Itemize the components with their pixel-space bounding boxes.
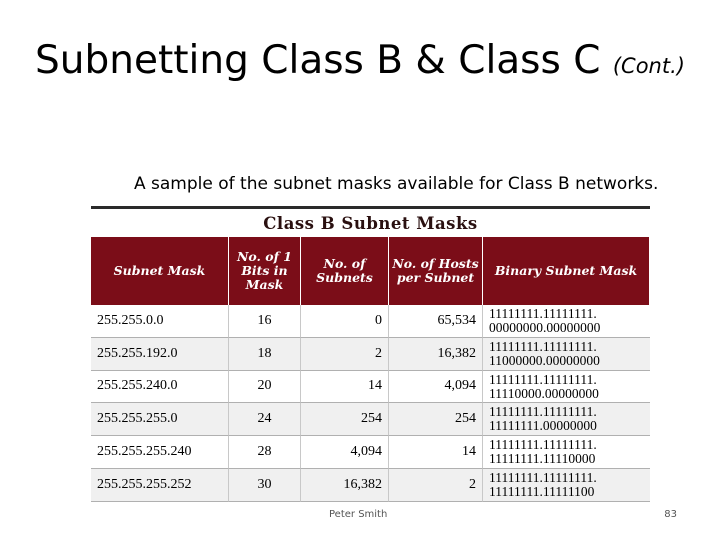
binary-line-2: 11111111.11111100: [489, 483, 595, 499]
cell-bits: 18: [229, 338, 301, 371]
cell-binary: [483, 469, 650, 502]
header-subnets: No. of Subnets: [301, 237, 389, 305]
cell-mask: 255.255.255.0: [91, 403, 229, 436]
subnet-mask-table: [91, 206, 650, 502]
cell-mask: 255.255.240.0: [91, 371, 229, 404]
binary-line-2: 11111111.00000000: [489, 418, 597, 434]
cell-hosts: 16,382: [389, 338, 483, 371]
table-title: Class B Subnet Masks: [91, 209, 650, 237]
header-subnet-mask: Subnet Mask: [91, 237, 229, 305]
cell-binary: [483, 436, 650, 469]
slide-title-suffix: (Cont.): [612, 54, 685, 78]
cell-mask: 255.255.0.0: [91, 305, 229, 338]
cell-hosts: 4,094: [389, 371, 483, 404]
cell-subnets: 0: [301, 305, 389, 338]
cell-subnets: 16,382: [301, 469, 389, 502]
page-number: 83: [664, 509, 677, 520]
cell-binary: [483, 403, 650, 436]
header-one-bits: No. of 1 Bits in Mask: [229, 237, 301, 305]
binary-line-1: 11111111.11111111.: [489, 371, 597, 387]
cell-binary: [483, 305, 650, 338]
binary-line-2: 11110000.00000000: [489, 385, 599, 401]
cell-hosts: 14: [389, 436, 483, 469]
footer-author: Peter Smith: [329, 509, 388, 520]
slide-caption: A sample of the subnet masks available for Class B networks.: [134, 174, 659, 194]
cell-bits: 20: [229, 371, 301, 404]
header-binary-mask: Binary Subnet Mask: [483, 237, 650, 305]
cell-mask: 255.255.255.252: [91, 469, 229, 502]
table-grid: [91, 237, 650, 502]
cell-binary: [483, 371, 650, 404]
binary-line-2: 11111111.11110000: [489, 451, 596, 467]
cell-hosts: 65,534: [389, 305, 483, 338]
cell-bits: 30: [229, 469, 301, 502]
cell-binary: [483, 338, 650, 371]
cell-bits: 28: [229, 436, 301, 469]
binary-line-1: 11111111.11111111.: [489, 437, 597, 453]
cell-subnets: 4,094: [301, 436, 389, 469]
cell-subnets: 14: [301, 371, 389, 404]
binary-line-1: 11111111.11111111.: [489, 469, 597, 485]
cell-bits: 16: [229, 305, 301, 338]
cell-bits: 24: [229, 403, 301, 436]
binary-line-1: 11111111.11111111.: [489, 404, 597, 420]
slide-title-main: Subnetting Class B & Class C: [35, 38, 613, 83]
cell-mask: 255.255.192.0: [91, 338, 229, 371]
binary-line-1: 11111111.11111111.: [489, 338, 597, 354]
cell-subnets: 2: [301, 338, 389, 371]
cell-hosts: 254: [389, 403, 483, 436]
cell-hosts: 2: [389, 469, 483, 502]
cell-subnets: 254: [301, 403, 389, 436]
slide-title: [0, 38, 720, 83]
cell-mask: 255.255.255.240: [91, 436, 229, 469]
binary-line-2: 00000000.00000000: [489, 320, 601, 335]
binary-line-1: 11111111.11111111.: [489, 306, 597, 321]
binary-line-2: 11000000.00000000: [489, 352, 600, 368]
header-hosts: No. of Hosts per Subnet: [389, 237, 483, 305]
